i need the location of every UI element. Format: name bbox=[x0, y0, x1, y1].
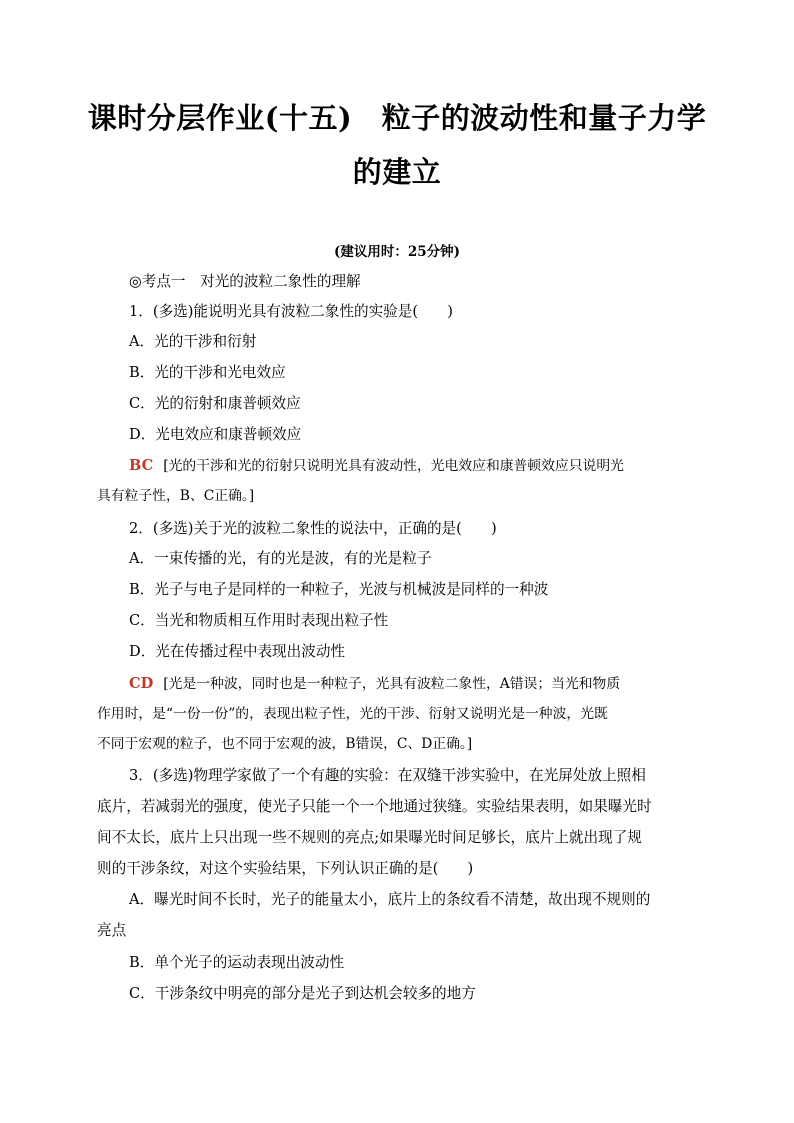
q2-option-d: D．光在传播过程中表现出波动性 bbox=[129, 643, 346, 660]
q3-option-a: A．曝光时间不长时，光子的能量太小，底片上的条纹看不清楚，故出现不规则的 bbox=[129, 891, 651, 908]
q1-stem: 1．(多选)能说明光具有波粒二象性的实验是( ) bbox=[129, 303, 453, 320]
q1-option-b: B．光的干涉和光电效应 bbox=[129, 364, 286, 381]
q3-stem-4: 则的干涉条纹，对这个实验结果，下列认识正确的是( ) bbox=[97, 860, 474, 877]
q2-answer: CD bbox=[129, 675, 154, 692]
page-title-line2: 的建立 bbox=[352, 155, 442, 189]
q2-option-c: C．当光和物质相互作用时表现出粒子性 bbox=[129, 612, 389, 629]
q1-explanation-1: [光的干涉和光的衍射只说明光具有波动性，光电效应和康普顿效应只说明光 bbox=[163, 458, 624, 474]
q1-option-d: D．光电效应和康普顿效应 bbox=[129, 426, 302, 443]
suggested-time: (建议用时：25分钟) bbox=[333, 244, 461, 260]
q2-option-a: A．一束传播的光，有的光是波，有的光是粒子 bbox=[129, 550, 432, 567]
q1-option-a: A．光的干涉和衍射 bbox=[129, 333, 257, 350]
q2-answer-line bbox=[129, 674, 620, 694]
q3-stem-1: 3．(多选)物理学家做了一个有趣的实验：在双缝干涉实验中，在光屏处放上照相 bbox=[129, 767, 646, 784]
q2-option-b: B．光子与电子是同样的一种粒子，光波与机械波是同样的一种波 bbox=[129, 581, 549, 598]
q3-stem-3: 间不太长，底片上只出现一些不规则的亮点;如果曝光时间足够长，底片上就出现了规 bbox=[97, 829, 642, 846]
q2-explanation-3: 不同于宏观的粒子，也不同于宏观的波，B错误，C、D正确。] bbox=[97, 736, 473, 752]
q1-option-c: C．光的衍射和康普顿效应 bbox=[129, 395, 301, 412]
page-title-line1: 课时分层作业(十五) 粒子的波动性和量子力学 bbox=[87, 101, 707, 135]
q3-option-b: B．单个光子的运动表现出波动性 bbox=[129, 954, 345, 971]
q3-option-c: C．干涉条纹中明亮的部分是光子到达机会较多的地方 bbox=[129, 985, 476, 1002]
q1-explanation-2: 具有粒子性，B、C正确。] bbox=[97, 488, 255, 504]
q2-explanation-2: 作用时，是“一份一份”的，表现出粒子性，光的干涉、衍射又说明光是一种波，光既 bbox=[97, 706, 608, 722]
q2-explanation-1: [光是一种波，同时也是一种粒子，光具有波粒二象性，A错误；当光和物质 bbox=[163, 676, 621, 692]
q1-answer-line bbox=[129, 456, 624, 476]
q3-stem-2: 底片，若减弱光的强度，使光子只能一个一个地通过狭缝。实验结果表明，如果曝光时 bbox=[97, 798, 652, 815]
section-heading: ◎考点一 对光的波粒二象性的理解 bbox=[129, 273, 361, 290]
q2-stem: 2．(多选)关于光的波粒二象性的说法中，正确的是( ) bbox=[129, 520, 497, 537]
q3-option-a-cont: 亮点 bbox=[97, 922, 127, 939]
q1-answer: BC bbox=[129, 457, 154, 474]
